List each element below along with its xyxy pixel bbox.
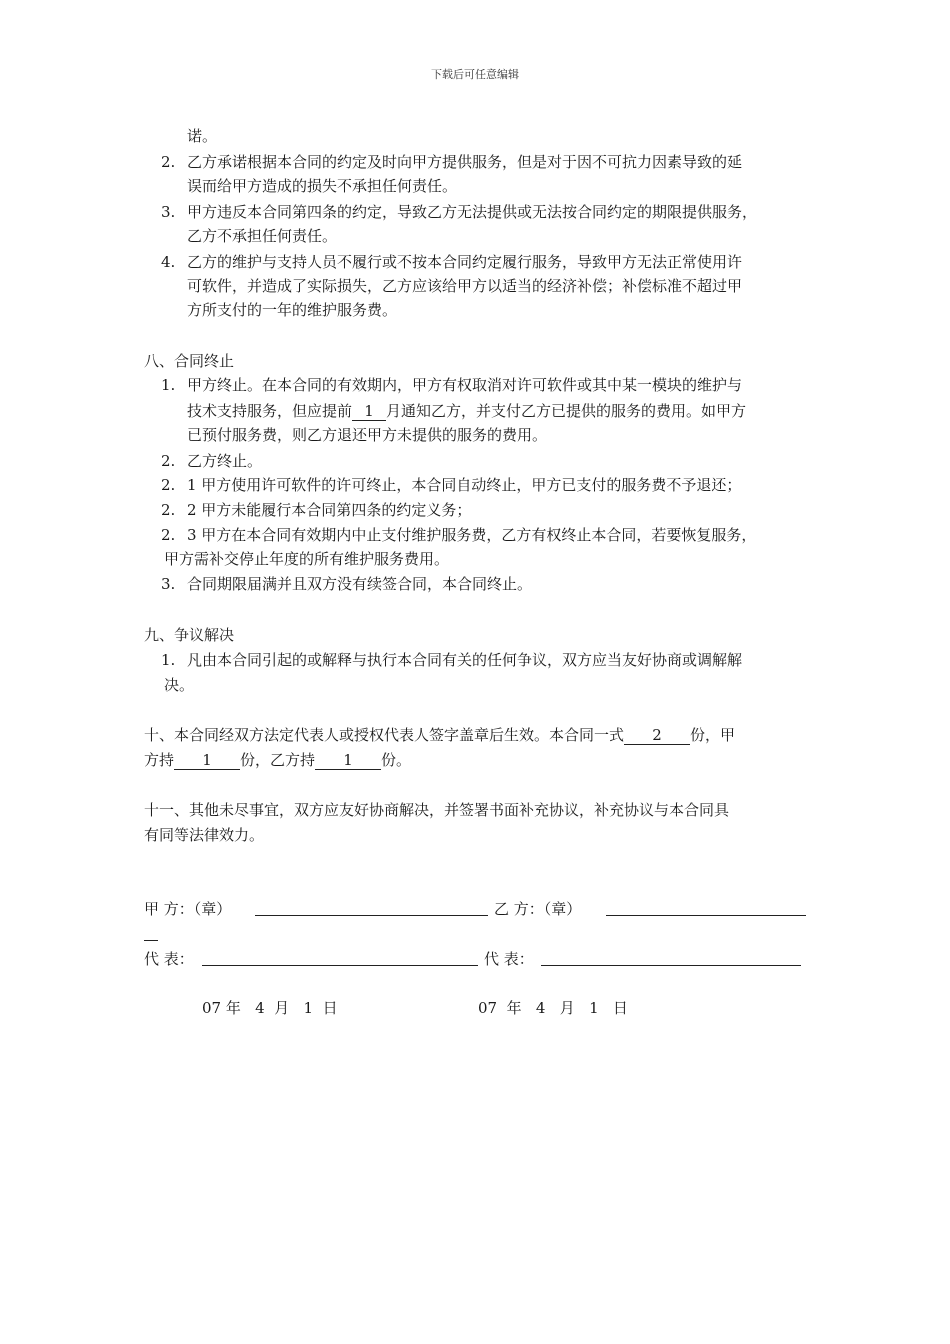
date-a: 07 年 4 月 1 日 (202, 999, 338, 1017)
sec10-line1 (144, 725, 735, 745)
date-b: 07 年 4 月 1 日 (478, 999, 628, 1017)
notice-months-blank: 1 (352, 403, 386, 421)
sec8-item1-line2 (187, 401, 746, 421)
sec7-item4-line3: 方所支付的一年的维护服务费。 (187, 301, 398, 319)
party-b-seal-line-wrap (144, 940, 158, 941)
sec7-item4-line1: 乙方的维护与支持人员不履行或不按本合同约定履行服务，导致甲方无法正常使用许 (187, 253, 743, 271)
sec8-item1-line2-post: 月通知乙方，并支付乙方已提供的服务的费用。如甲方 (386, 402, 747, 420)
sec8-item1-line2-pre: 技术支持服务，但应提前 (187, 402, 353, 420)
sec10-line2 (144, 750, 411, 770)
sec10-line2-c: 份。 (381, 751, 412, 769)
sec9-title: 九、争议解决 (144, 626, 235, 644)
sec8-item1-line3: 已预付服务费，则乙方退还甲方未提供的服务的费用。 (187, 426, 548, 444)
sec7-item4-number: 4. (161, 253, 176, 271)
total-copies-blank: 2 (624, 727, 690, 745)
sec8-item2-number: 2. (161, 452, 176, 470)
party-a-seal-label: 甲 方：（章） (144, 900, 232, 918)
sec8-item1-line1: 甲方终止。在本合同的有效期内，甲方有权取消对许可软件或其中某一模块的维护与 (187, 376, 743, 394)
sec8-item2-text: 乙方终止。 (187, 452, 263, 470)
rep-b-label: 代 表： (484, 950, 534, 968)
sec7-item3-line2: 乙方不承担任何责任。 (187, 227, 338, 245)
page-header: 下载后可任意编辑 (431, 68, 519, 81)
sec7-item2-line1: 乙方承诺根据本合同的约定及时向甲方提供服务，但是对于因不可抗力因素导致的延 (187, 153, 743, 171)
party-b-seal-label: 乙 方：（章） (494, 900, 582, 918)
sec8-item23-number: 2. (161, 526, 176, 544)
sec10-line2-a: 方持 (144, 751, 175, 769)
party-a-seal-line (255, 915, 488, 916)
rep-b-line (541, 965, 801, 966)
sec8-title: 八、合同终止 (144, 352, 235, 370)
rep-a-label: 代 表： (144, 950, 194, 968)
party-b-seal-line (606, 915, 806, 916)
sec8-item1-number: 1. (161, 376, 176, 394)
sec9-item1-line2: 决。 (164, 676, 195, 694)
sec9-item1-number: 1. (161, 651, 176, 669)
sec7-item2-number: 2. (161, 153, 176, 171)
sec10-line1-post: 份，甲 (690, 726, 736, 744)
party-a-copies-blank: 1 (174, 752, 240, 770)
sec8-item22-number: 2. (161, 501, 176, 519)
sec7-item3-number: 3. (161, 203, 176, 221)
sec9-item1-line1: 凡由本合同引起的或解释与执行本合同有关的任何争议，双方应当友好协商或调解解 (187, 651, 743, 669)
sec8-item3-text: 合同期限届满并且双方没有续签合同，本合同终止。 (187, 575, 533, 593)
sec8-item22-text: 2 甲方未能履行本合同第四条的约定义务； (187, 501, 472, 519)
sec8-item3-number: 3. (161, 575, 176, 593)
rep-a-line (202, 965, 478, 966)
sec8-item23-line2: 甲方需补交停止年度的所有维护服务费用。 (164, 550, 450, 568)
sec7-item2-line2: 误而给甲方造成的损失不承担任何责任。 (187, 177, 458, 195)
sec8-item21-number: 2. (161, 476, 176, 494)
sec8-item21-text: 1 甲方使用许可软件的许可终止，本合同自动终止，甲方已支付的服务费不予退还； (187, 476, 742, 494)
sec8-item23-line1: 3 甲方在本合同有效期内中止支付维护服务费，乙方有权终止本合同，若要恢复服务， (187, 526, 757, 544)
sec11-line1: 十一、其他未尽事宜，双方应友好协商解决，并签署书面补充协议，补充协议与本合同具 (144, 801, 730, 819)
party-b-copies-blank: 1 (315, 752, 381, 770)
sec10-line2-b: 份，乙方持 (240, 751, 316, 769)
sec11-line2: 有同等法律效力。 (144, 826, 265, 844)
sec10-line1-pre: 十、本合同经双方法定代表人或授权代表人签字盖章后生效。本合同一式 (144, 726, 625, 744)
sec7-item4-line2: 可软件，并造成了实际损失，乙方应该给甲方以适当的经济补偿；补偿标准不超过甲 (187, 277, 743, 295)
sec7-item3-line1: 甲方违反本合同第四条的约定，导致乙方无法提供或无法按合同约定的期限提供服务， (187, 203, 758, 221)
sec7-continuation-line: 诺。 (187, 127, 218, 145)
